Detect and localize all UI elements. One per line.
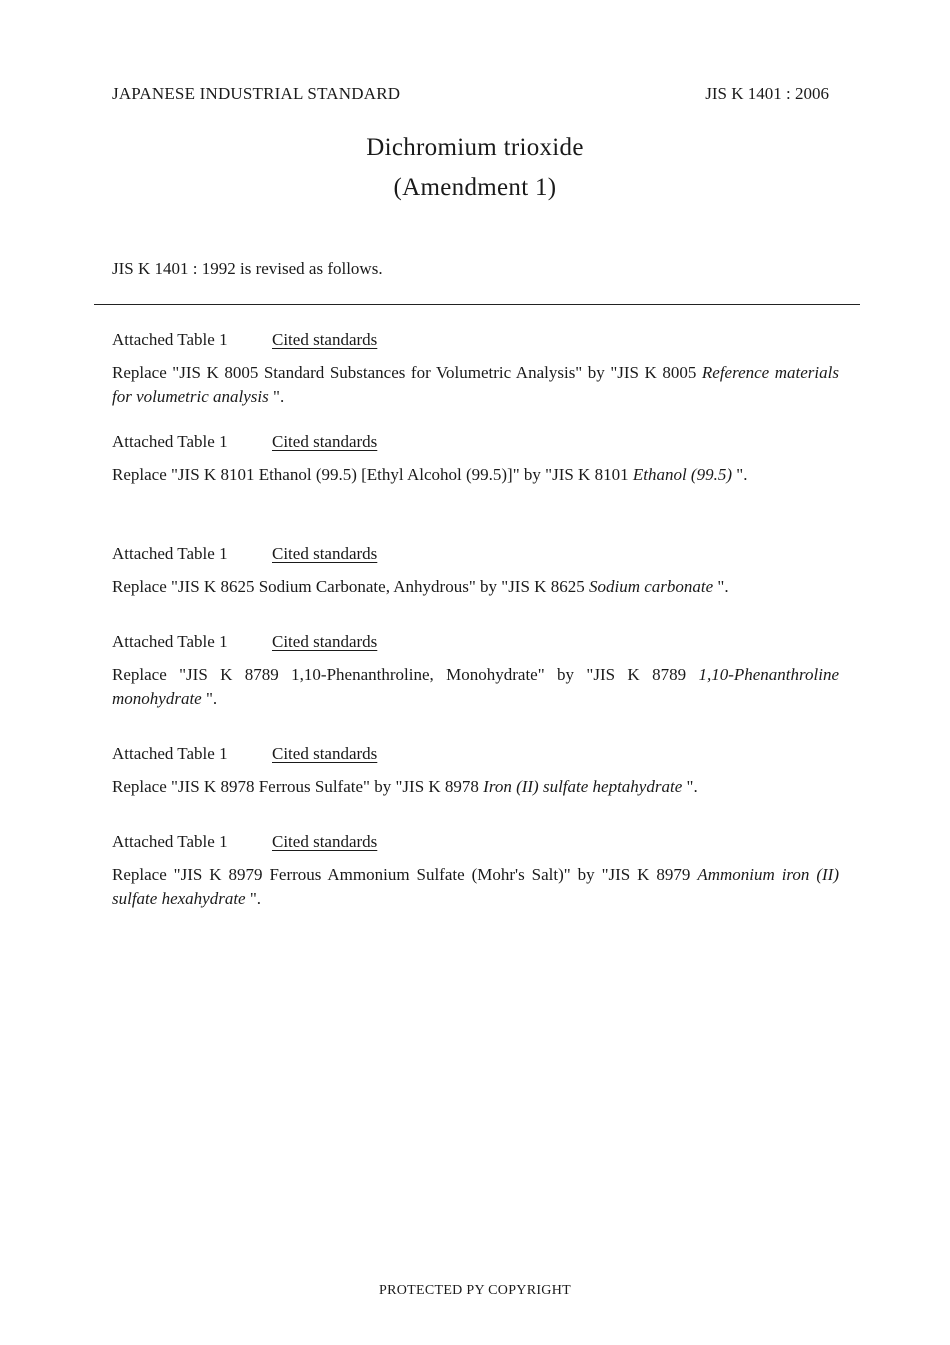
closing-quote: ". [732, 465, 748, 484]
closing-quote: ". [268, 387, 285, 406]
section-label: Attached Table 1 [112, 832, 228, 851]
document-subtitle: (Amendment 1) [393, 174, 557, 201]
new-title-italic: Reference materials for volumetric analysis [112, 363, 839, 406]
section-body [112, 775, 839, 799]
replacement-text: Replace "JIS K 8005 Standard Substances for Volumetric Analysis" by "JIS K 8005 [112, 363, 702, 382]
section-label: Attached Table 1 [112, 330, 228, 349]
section-heading [112, 830, 839, 854]
closing-quote: ". [682, 777, 698, 796]
replacement-text: Replace "JIS K 8789 1,10-Phenanthroline, Monohydrate" by "JIS K 8789 [112, 665, 699, 684]
new-title-italic: Ethanol (99.5) [632, 465, 732, 484]
new-title-italic: Iron (II) sulfate heptahydrate [483, 777, 683, 796]
amendment-section [112, 542, 839, 599]
new-title-italic: 1,10-Phenanthroline monohydrate [112, 665, 839, 708]
revision-intro: JIS K 1401 : 1992 is revised as follows. [112, 259, 383, 278]
section-body [112, 463, 839, 487]
section-body [112, 575, 839, 599]
cited-standards-link: Cited standards [272, 832, 378, 851]
amendment-section [112, 430, 839, 487]
section-body [112, 663, 839, 711]
closing-quote: ". [713, 577, 729, 596]
cited-standards-link: Cited standards [272, 544, 378, 563]
cited-standards-link: Cited standards [272, 330, 378, 349]
replacement-text: Replace "JIS K 8625 Sodium Carbonate, Anhydrous" by "JIS K 8625 [112, 577, 589, 596]
section-heading [112, 430, 839, 454]
closing-quote: ". [245, 889, 262, 908]
section-label: Attached Table 1 [112, 432, 228, 451]
cited-standards-link: Cited standards [272, 432, 378, 451]
section-heading [112, 542, 839, 566]
replacement-text: Replace "JIS K 8978 Ferrous Sulfate" by "JIS K 8978 [112, 777, 484, 796]
copyright-footer: PROTECTED PY COPYRIGHT [379, 1283, 571, 1298]
amendment-section [112, 742, 839, 799]
section-heading [112, 742, 839, 766]
section-label: Attached Table 1 [112, 744, 228, 763]
amendment-section [112, 328, 839, 409]
document-title: Dichromium trioxide [366, 134, 584, 161]
standard-type-header: JAPANESE INDUSTRIAL STANDARD [112, 84, 401, 103]
section-heading [112, 630, 839, 654]
section-body [112, 863, 839, 911]
section-label: Attached Table 1 [112, 632, 228, 651]
section-label: Attached Table 1 [112, 544, 228, 563]
section-body [112, 361, 839, 409]
closing-quote: ". [201, 689, 218, 708]
new-title-italic: Ammonium iron (II) sulfate hexahydrate [112, 865, 839, 908]
replacement-text: Replace "JIS K 8979 Ferrous Ammonium Sulfate (Mohr's Salt)" by "JIS K 8979 [112, 865, 698, 884]
replacement-text: Replace "JIS K 8101 Ethanol (99.5) [Ethyl Alcohol (99.5)]" by "JIS K 8101 [112, 465, 633, 484]
amendment-section [112, 630, 839, 711]
divider-rule [94, 304, 860, 305]
new-title-italic: Sodium carbonate [588, 577, 714, 596]
cited-standards-link: Cited standards [272, 744, 378, 763]
standard-number-header: JIS K 1401 : 2006 [705, 84, 829, 103]
cited-standards-link: Cited standards [272, 632, 378, 651]
amendment-section [112, 830, 839, 911]
section-heading [112, 328, 839, 352]
